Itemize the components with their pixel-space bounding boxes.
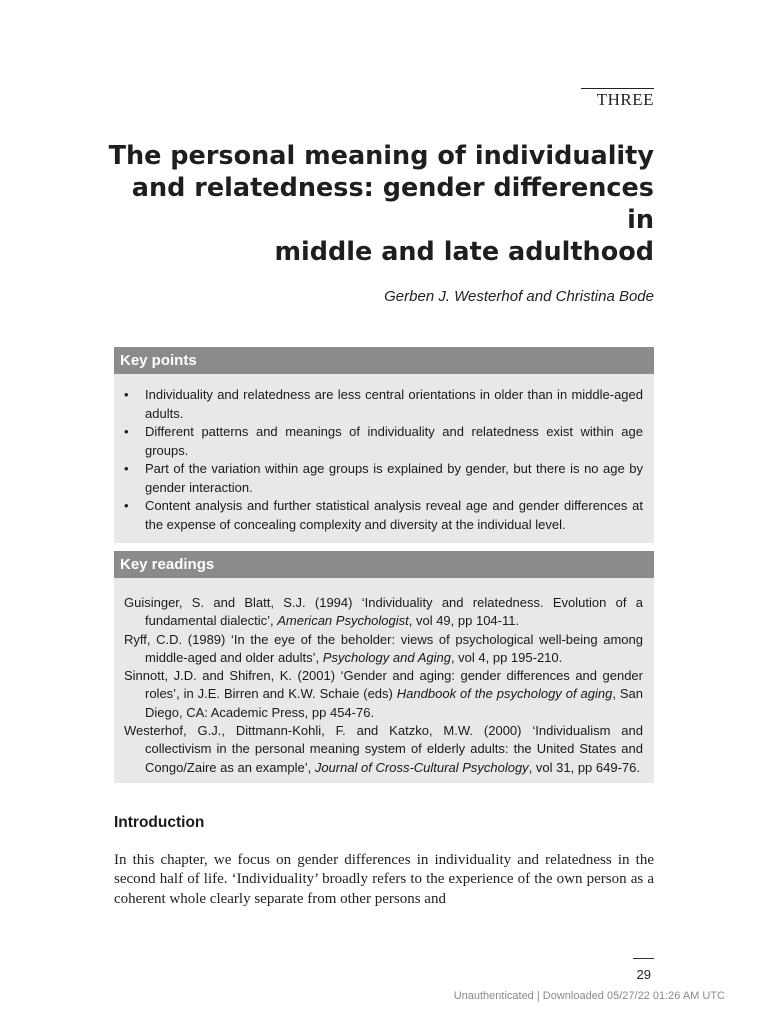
key-point-item: • Content analysis and further statistical analysis reveal age and gender differences at the expense of concealing complexity and diversity at the individual level. — [145, 497, 643, 534]
reference-journal: Handbook of the psychology of aging — [396, 686, 613, 702]
reference-text: Ryff, C.D. (1989) ‘In the eye of the beholder: views of psychological well-being among middle-aged and older adults’, — [124, 631, 643, 665]
reference-text: Westerhof, G.J., Dittmann-Kohli, F. and Katzko, M.W. (2000) ‘Individualism and collectivism in the personal meaning system of elderly adults: the United States and Congo/Zaire as an example’, — [124, 723, 643, 775]
reference-text: Guisinger, S. and Blatt, S.J. (1994) ‘Individuality and relatedness. Evolution of a fundamental dialectic’, — [124, 595, 643, 629]
key-points-box — [114, 347, 654, 543]
download-watermark: Unauthenticated | Downloaded 05/27/22 01:26 AM UTC — [453, 990, 725, 1002]
key-readings-heading: Key readings — [114, 551, 654, 578]
key-point-item: • Individuality and relatedness are less central orientations in older than in middle-aged adults. — [145, 386, 643, 423]
reference-journal: Journal of Cross-Cultural Psychology — [314, 759, 529, 775]
page-number-rule — [633, 958, 654, 959]
reference-details: , vol 49, pp 104-11. — [408, 613, 520, 629]
key-readings-box — [114, 551, 654, 783]
reference-item — [124, 594, 643, 631]
reference-item — [124, 631, 643, 668]
key-readings-list — [114, 578, 654, 777]
chapter-authors: Gerben J. Westerhof and Christina Bode — [384, 288, 654, 305]
chapter-number-rule — [581, 88, 654, 89]
chapter-title-line-2: and relatedness: gender differences in — [131, 173, 654, 235]
chapter-title-line-1: The personal meaning of individuality — [108, 141, 654, 171]
reference-details: , vol 4, pp 195-210. — [450, 649, 563, 665]
chapter-title-line-3: middle and late adulthood — [274, 237, 654, 267]
reference-journal: American Psychologist — [277, 613, 409, 629]
chapter-number: THREE — [596, 90, 654, 109]
key-points-list — [114, 374, 654, 534]
introduction-paragraph: In this chapter, we focus on gender differences in individuality and relatedness in the second half of life. ‘Individuality’ broadly refers to the experience of the own person as a coherent whole clearly separate from other persons and — [114, 852, 654, 907]
reference-text: Sinnott, J.D. and Shifren, K. (2001) ‘Gender and aging: gender differences and gender roles’, in J.E. Birren and K.W. Schaie (eds) — [124, 668, 643, 702]
reference-details: , San Diego, CA: Academic Press, pp 454-76. — [145, 686, 643, 720]
reference-item — [124, 722, 643, 777]
key-point-item: • Part of the variation within age groups is explained by gender, but there is no age by gender interaction. — [145, 460, 643, 497]
reference-details: , vol 31, pp 649-76. — [528, 759, 640, 775]
introduction-heading: Introduction — [114, 814, 205, 831]
key-point-item: • Different patterns and meanings of individuality and relatedness exist within age groups. — [145, 423, 643, 460]
reference-journal: Psychology and Aging — [322, 649, 451, 665]
chapter-title — [100, 140, 654, 268]
page-number: 29 — [636, 967, 651, 982]
reference-item — [124, 667, 643, 722]
key-points-heading: Key points — [114, 347, 654, 374]
